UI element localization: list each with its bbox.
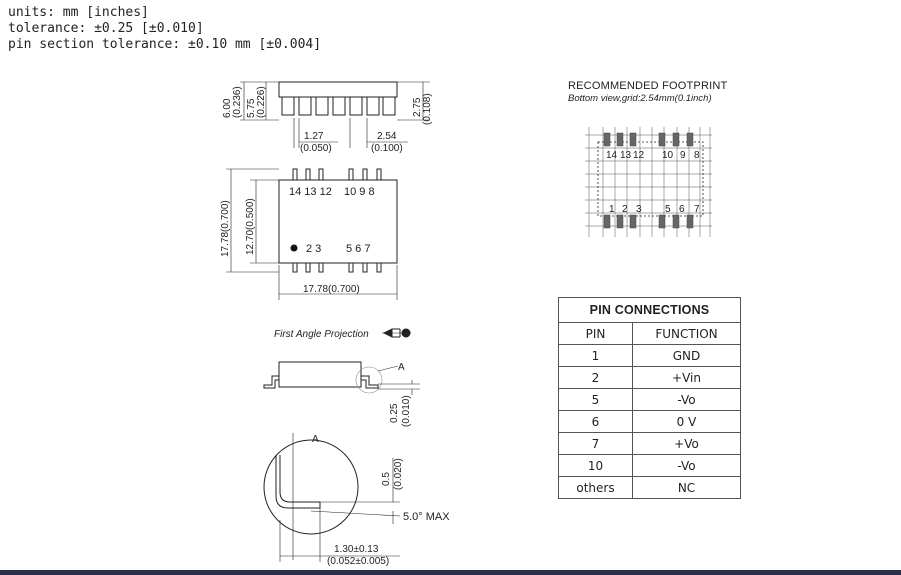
fp-label-13: 13 bbox=[620, 150, 632, 161]
plan-pin-9 bbox=[363, 169, 367, 180]
pad-14 bbox=[604, 133, 610, 146]
plan-pin-14 bbox=[293, 169, 297, 180]
pin1-marker-dot bbox=[291, 245, 298, 252]
fp-label-14: 14 bbox=[606, 150, 618, 161]
table-row bbox=[559, 455, 741, 477]
pin-cell: 5 bbox=[559, 389, 633, 411]
pad-5 bbox=[659, 215, 665, 228]
top-view-pin bbox=[350, 97, 362, 115]
plan-top-labels-right: 10 9 8 bbox=[344, 186, 375, 198]
pin-cell: 10 bbox=[559, 455, 633, 477]
dim-lead: 0.25 bbox=[389, 403, 400, 423]
fp-label-8: 8 bbox=[694, 150, 700, 161]
footprint-title: RECOMMENDED FOOTPRINT bbox=[568, 80, 728, 92]
table-row bbox=[559, 367, 741, 389]
plan-pin-7 bbox=[377, 263, 381, 272]
first-angle-projection-icon bbox=[382, 329, 411, 337]
plan-bottom-labels-left: 2 3 bbox=[306, 243, 322, 255]
fp-label-3: 3 bbox=[636, 204, 642, 215]
detail-angle: 5.0° MAX bbox=[403, 511, 450, 523]
plan-pin-1 bbox=[293, 263, 297, 272]
bottom-divider-bar bbox=[0, 570, 901, 575]
top-view-pin bbox=[367, 97, 379, 115]
plan-pin-10 bbox=[349, 169, 353, 180]
pad-1 bbox=[604, 215, 610, 228]
table-row bbox=[559, 389, 741, 411]
detail-view bbox=[264, 433, 400, 562]
plan-pin-8 bbox=[377, 169, 381, 180]
dim-lead-inch: (0.010) bbox=[401, 395, 412, 427]
fp-label-9: 9 bbox=[680, 150, 686, 161]
function-header: FUNCTION bbox=[633, 323, 741, 345]
function-cell: 0 V bbox=[633, 411, 741, 433]
fp-label-10: 10 bbox=[662, 150, 674, 161]
pad-9 bbox=[673, 133, 679, 146]
footprint-pad-labels bbox=[606, 150, 700, 215]
plan-pin-2 bbox=[306, 263, 310, 272]
plan-pin-13 bbox=[306, 169, 310, 180]
pin-connections-table bbox=[558, 297, 741, 499]
top-view-pin bbox=[383, 97, 395, 115]
function-cell: -Vo bbox=[633, 455, 741, 477]
dim-bottom: 17.78(0.700) bbox=[303, 284, 360, 295]
top-view bbox=[240, 82, 430, 148]
top-view-pin bbox=[299, 97, 311, 115]
dim-height: 2.75 bbox=[412, 97, 423, 117]
pad-8 bbox=[687, 133, 693, 146]
fp-label-1: 1 bbox=[609, 204, 615, 215]
dim-width-b-inch: (0.226) bbox=[256, 86, 267, 118]
units-note: units: mm [inches] bbox=[8, 5, 149, 20]
table-row bbox=[559, 411, 741, 433]
pad-7 bbox=[687, 215, 693, 228]
dim-outer: 17.78(0.700) bbox=[220, 200, 231, 257]
dim-width-b: 5.75 bbox=[246, 98, 257, 118]
footprint-subtitle: Bottom view,grid:2.54mm(0.1inch) bbox=[568, 93, 712, 104]
pin-cell: 1 bbox=[559, 345, 633, 367]
detail-dim-width-inch: (0.052±0.005) bbox=[327, 556, 390, 567]
pitch-b: 2.54 bbox=[377, 131, 397, 142]
pad-2 bbox=[617, 215, 623, 228]
plan-bottom-labels-right: 5 6 7 bbox=[346, 243, 371, 255]
pin-cell: 2 bbox=[559, 367, 633, 389]
plan-top-labels-left: 14 13 12 bbox=[289, 186, 332, 198]
table-row bbox=[559, 345, 741, 367]
plan-pin-12 bbox=[319, 169, 323, 180]
detail-title-a: A bbox=[312, 434, 319, 445]
function-cell: +Vo bbox=[633, 433, 741, 455]
detail-ref-a: A bbox=[398, 362, 405, 373]
top-view-body bbox=[279, 82, 397, 97]
table-row bbox=[559, 477, 741, 499]
dim-inner: 12.70(0.500) bbox=[245, 198, 256, 255]
plan-pin-5 bbox=[349, 263, 353, 272]
dim-height-inch: (0.108) bbox=[422, 93, 433, 125]
table-row bbox=[559, 433, 741, 455]
function-cell: +Vin bbox=[633, 367, 741, 389]
pad-10 bbox=[659, 133, 665, 146]
detail-dim-height: 0.5 bbox=[381, 472, 392, 486]
fp-label-6: 6 bbox=[679, 204, 685, 215]
projection-label: First Angle Projection bbox=[274, 329, 369, 340]
side-view-left-lead bbox=[264, 376, 279, 388]
function-cell: NC bbox=[633, 477, 741, 499]
function-cell: GND bbox=[633, 345, 741, 367]
pin-header: PIN bbox=[559, 323, 633, 345]
pin-connections-title: PIN CONNECTIONS bbox=[559, 298, 741, 323]
detail-dim-width: 1.30±0.13 bbox=[334, 544, 379, 555]
fp-label-5: 5 bbox=[665, 204, 671, 215]
pad-3 bbox=[630, 215, 636, 228]
pitch-b-inch: (0.100) bbox=[371, 143, 403, 154]
dim-width-a-inch: (0.236) bbox=[232, 86, 243, 118]
pin-cell: 7 bbox=[559, 433, 633, 455]
pad-12 bbox=[630, 133, 636, 146]
pin-cell: others bbox=[559, 477, 633, 499]
fp-label-12: 12 bbox=[633, 150, 645, 161]
side-view bbox=[264, 362, 420, 395]
side-view-body bbox=[279, 362, 361, 387]
fp-label-7: 7 bbox=[694, 204, 700, 215]
tolerance-note: tolerance: ±0.25 [±0.010] bbox=[8, 21, 204, 36]
dim-width-a: 6.00 bbox=[222, 98, 233, 118]
pitch-a: 1.27 bbox=[304, 131, 324, 142]
detail-circle bbox=[264, 440, 358, 534]
side-view-right-lead bbox=[361, 376, 378, 388]
top-view-pin bbox=[333, 97, 345, 115]
pin-cell: 6 bbox=[559, 411, 633, 433]
pitch-a-inch: (0.050) bbox=[300, 143, 332, 154]
pad-6 bbox=[673, 215, 679, 228]
fp-label-2: 2 bbox=[622, 204, 628, 215]
pin-tolerance-note: pin section tolerance: ±0.10 mm [±0.004] bbox=[8, 37, 322, 52]
pad-13 bbox=[617, 133, 623, 146]
plan-pin-3 bbox=[319, 263, 323, 272]
function-cell: -Vo bbox=[633, 389, 741, 411]
detail-dim-height-inch: (0.020) bbox=[393, 458, 404, 490]
top-view-pin bbox=[316, 97, 328, 115]
plan-pin-6 bbox=[363, 263, 367, 272]
detail-lead-profile bbox=[276, 455, 320, 508]
top-view-pin bbox=[282, 97, 294, 115]
